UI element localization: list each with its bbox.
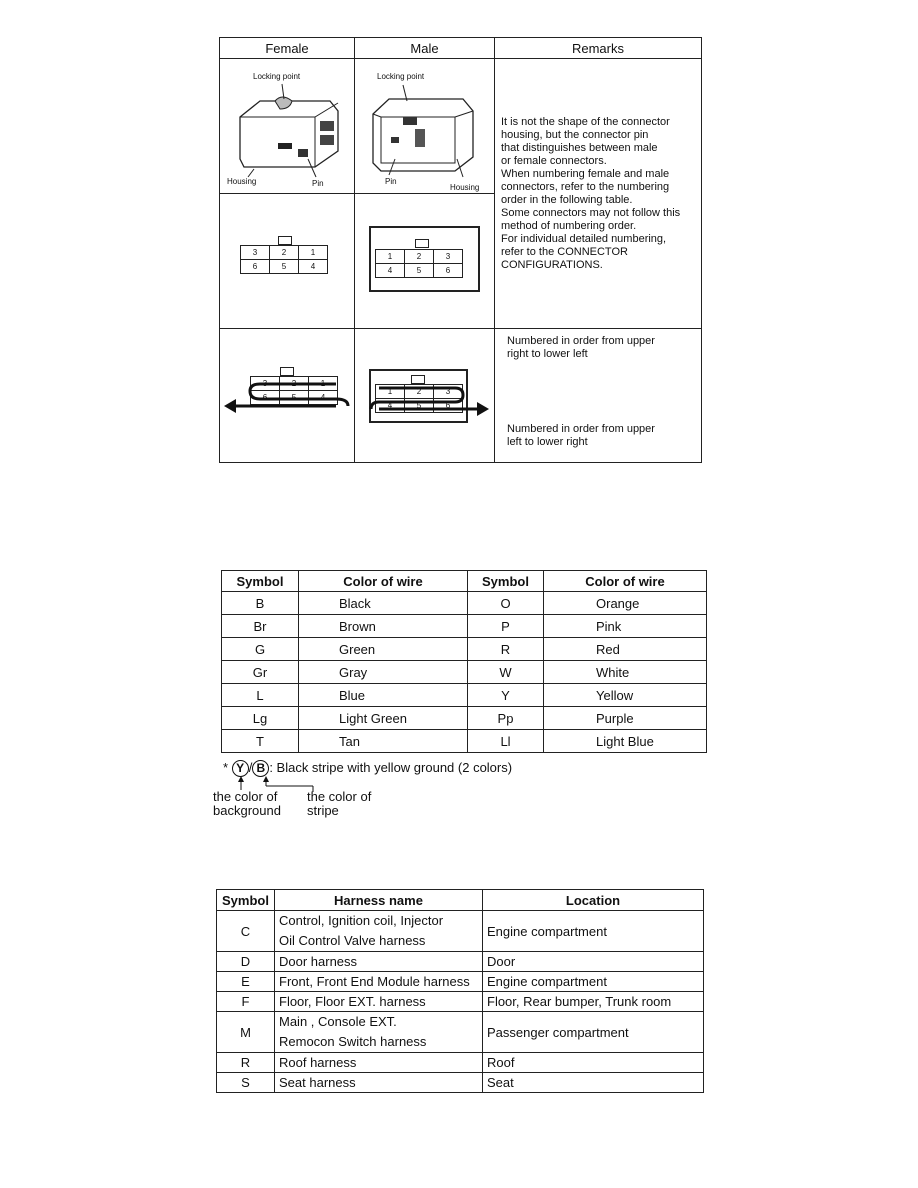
pin-number: 1 [376,250,405,264]
header-symbol-2: Symbol [468,571,544,592]
harness-row [217,972,704,992]
wire-symbol: L [222,684,299,707]
pin-number: 6 [251,391,280,405]
harness-row [217,1053,704,1073]
wire-color-row [222,615,707,638]
order-remarks-cell [495,329,702,463]
header-symbol: Symbol [222,571,299,592]
wire-color-row [222,730,707,753]
pin-number: 4 [299,260,328,274]
background-color-label: the color of background [213,789,281,818]
female-pin-label: Pin [312,179,324,188]
pin-number: 2 [405,250,434,264]
remarks-cell [495,59,702,329]
wire-symbol: W [468,661,544,684]
wire-color-name: Light Blue [544,730,707,753]
female-key-tab [278,236,292,245]
harness-location: Floor, Rear bumper, Trunk room [483,992,704,1012]
wire-symbol: Lg [222,707,299,730]
harness-table [216,889,704,1093]
remark-male-order: Numbered in order from upper left to lower right [507,423,655,448]
wire-color-row [222,661,707,684]
harness-row [217,952,704,972]
wire-color-name: Light Green [299,707,468,730]
note-slash: / [248,760,253,775]
wire-symbol: R [468,638,544,661]
pin-number: 4 [376,264,405,278]
male-pin-layout [355,194,495,329]
harness-name: Door harness [275,952,483,972]
wire-symbol: Br [222,615,299,638]
female-pin-layout [220,194,355,329]
wire-color-row [222,638,707,661]
pin-number: 3 [434,250,463,264]
pin-number: 4 [309,391,338,405]
pin-number: 3 [434,385,463,399]
pin-number: 2 [405,385,434,399]
harness-row [217,911,704,952]
header-color-2: Color of wire [544,571,707,592]
female-connector-picture [220,59,355,194]
male-connector-picture [355,59,495,194]
harness-row [217,1012,704,1053]
pin-number: 2 [280,377,309,391]
black-stripe-symbol: B [252,760,269,777]
male-connector-drawing [355,59,494,194]
wire-symbol: G [222,638,299,661]
wire-color-header [222,571,707,592]
harness-symbol: R [217,1053,275,1073]
header-color: Color of wire [299,571,468,592]
pin-number: 5 [405,264,434,278]
pin-number: 4 [376,399,405,413]
harness-location: Engine compartment [483,911,704,952]
harness-header [217,890,704,911]
wire-color-name: Gray [299,661,468,684]
note-star: * [223,760,229,775]
wire-symbol: Gr [222,661,299,684]
pin-number: 5 [405,399,434,413]
wire-symbol: Pp [468,707,544,730]
wire-color-name: Purple [544,707,707,730]
harness-symbol: D [217,952,275,972]
header-remarks: Remarks [495,38,702,59]
wire-color-row [222,684,707,707]
wire-symbol: T [222,730,299,753]
harness-location: Door [483,952,704,972]
remarks-text: It is not the shape of the connector housing, but the connector pin that distinguishes between male or female connectors. When numbering female and male connectors, refer to the numbering order in the following table. Some connectors may not follow this method of numbering order. For individual detailed numbering, refer to the CONNECTOR CONFIGURATIONS. [501,115,681,271]
wire-symbol: O [468,592,544,615]
wire-color-table [221,570,707,753]
header-female: Female [220,38,355,59]
male-housing-label: Housing [450,183,480,192]
harness-location: Passenger compartment [483,1012,704,1053]
stripe-note [223,760,512,777]
pin-number: 2 [270,246,299,260]
wire-color-row [222,592,707,615]
pin-number: 6 [241,260,270,274]
connector-table [219,37,702,463]
male-pin-grid [375,249,463,278]
wire-color-name: Tan [299,730,468,753]
remark-female-order: Numbered in order from upper right to lower left [507,335,655,360]
stripe-color-label: the color of stripe [307,789,372,818]
pin-number: 1 [376,385,405,399]
harness-name: Main , Console EXT. Remocon Switch harness [275,1012,483,1053]
pin-number: 5 [280,391,309,405]
female-housing-label: Housing [227,177,257,186]
header-harness-name: Harness name [275,890,483,911]
connector-table-header [220,38,702,59]
wire-color-name: Black [299,592,468,615]
harness-symbol: F [217,992,275,1012]
wire-color-name: Yellow [544,684,707,707]
harness-location: Seat [483,1073,704,1093]
wire-color-name: Brown [299,615,468,638]
female-order-diagram [220,329,355,463]
wire-color-name: Red [544,638,707,661]
female-order-arrow [220,329,354,463]
header-harness-location: Location [483,890,704,911]
harness-location: Roof [483,1053,704,1073]
harness-symbol: S [217,1073,275,1093]
harness-symbol: C [217,911,275,952]
note-text: : Black stripe with yellow ground (2 colors) [269,760,513,775]
male-order-diagram [355,329,495,463]
harness-name: Roof harness [275,1053,483,1073]
harness-name: Front, Front End Module harness [275,972,483,992]
header-harness-symbol: Symbol [217,890,275,911]
harness-row [217,1073,704,1093]
wire-color-name: Green [299,638,468,661]
harness-symbol: M [217,1012,275,1053]
wire-symbol: P [468,615,544,638]
pin-number: 5 [270,260,299,274]
wire-color-name: Blue [299,684,468,707]
pin-number: 1 [299,246,328,260]
pin-number: 6 [434,264,463,278]
harness-symbol: E [217,972,275,992]
harness-name: Floor, Floor EXT. harness [275,992,483,1012]
harness-name: Control, Ignition coil, Injector Oil Control Valve harness [275,911,483,952]
male-locking-point-label: Locking point [377,72,425,81]
female-locking-point-label: Locking point [253,72,301,81]
wire-color-name: Pink [544,615,707,638]
wire-symbol: Y [468,684,544,707]
wire-color-name: White [544,661,707,684]
female-pin-grid [240,245,328,274]
pin-number: 3 [251,377,280,391]
male-key-tab [415,239,429,248]
wire-color-row [222,707,707,730]
header-male: Male [355,38,495,59]
wire-color-name: Orange [544,592,707,615]
pin-number: 1 [309,377,338,391]
wire-symbol: B [222,592,299,615]
harness-row [217,992,704,1012]
harness-name: Seat harness [275,1073,483,1093]
male-order-arrow [355,329,494,463]
yellow-ground-symbol: Y [232,760,249,777]
pin-number: 6 [434,399,463,413]
pin-number: 3 [241,246,270,260]
male-pin-label: Pin [385,177,397,186]
harness-location: Engine compartment [483,972,704,992]
wire-symbol: Ll [468,730,544,753]
